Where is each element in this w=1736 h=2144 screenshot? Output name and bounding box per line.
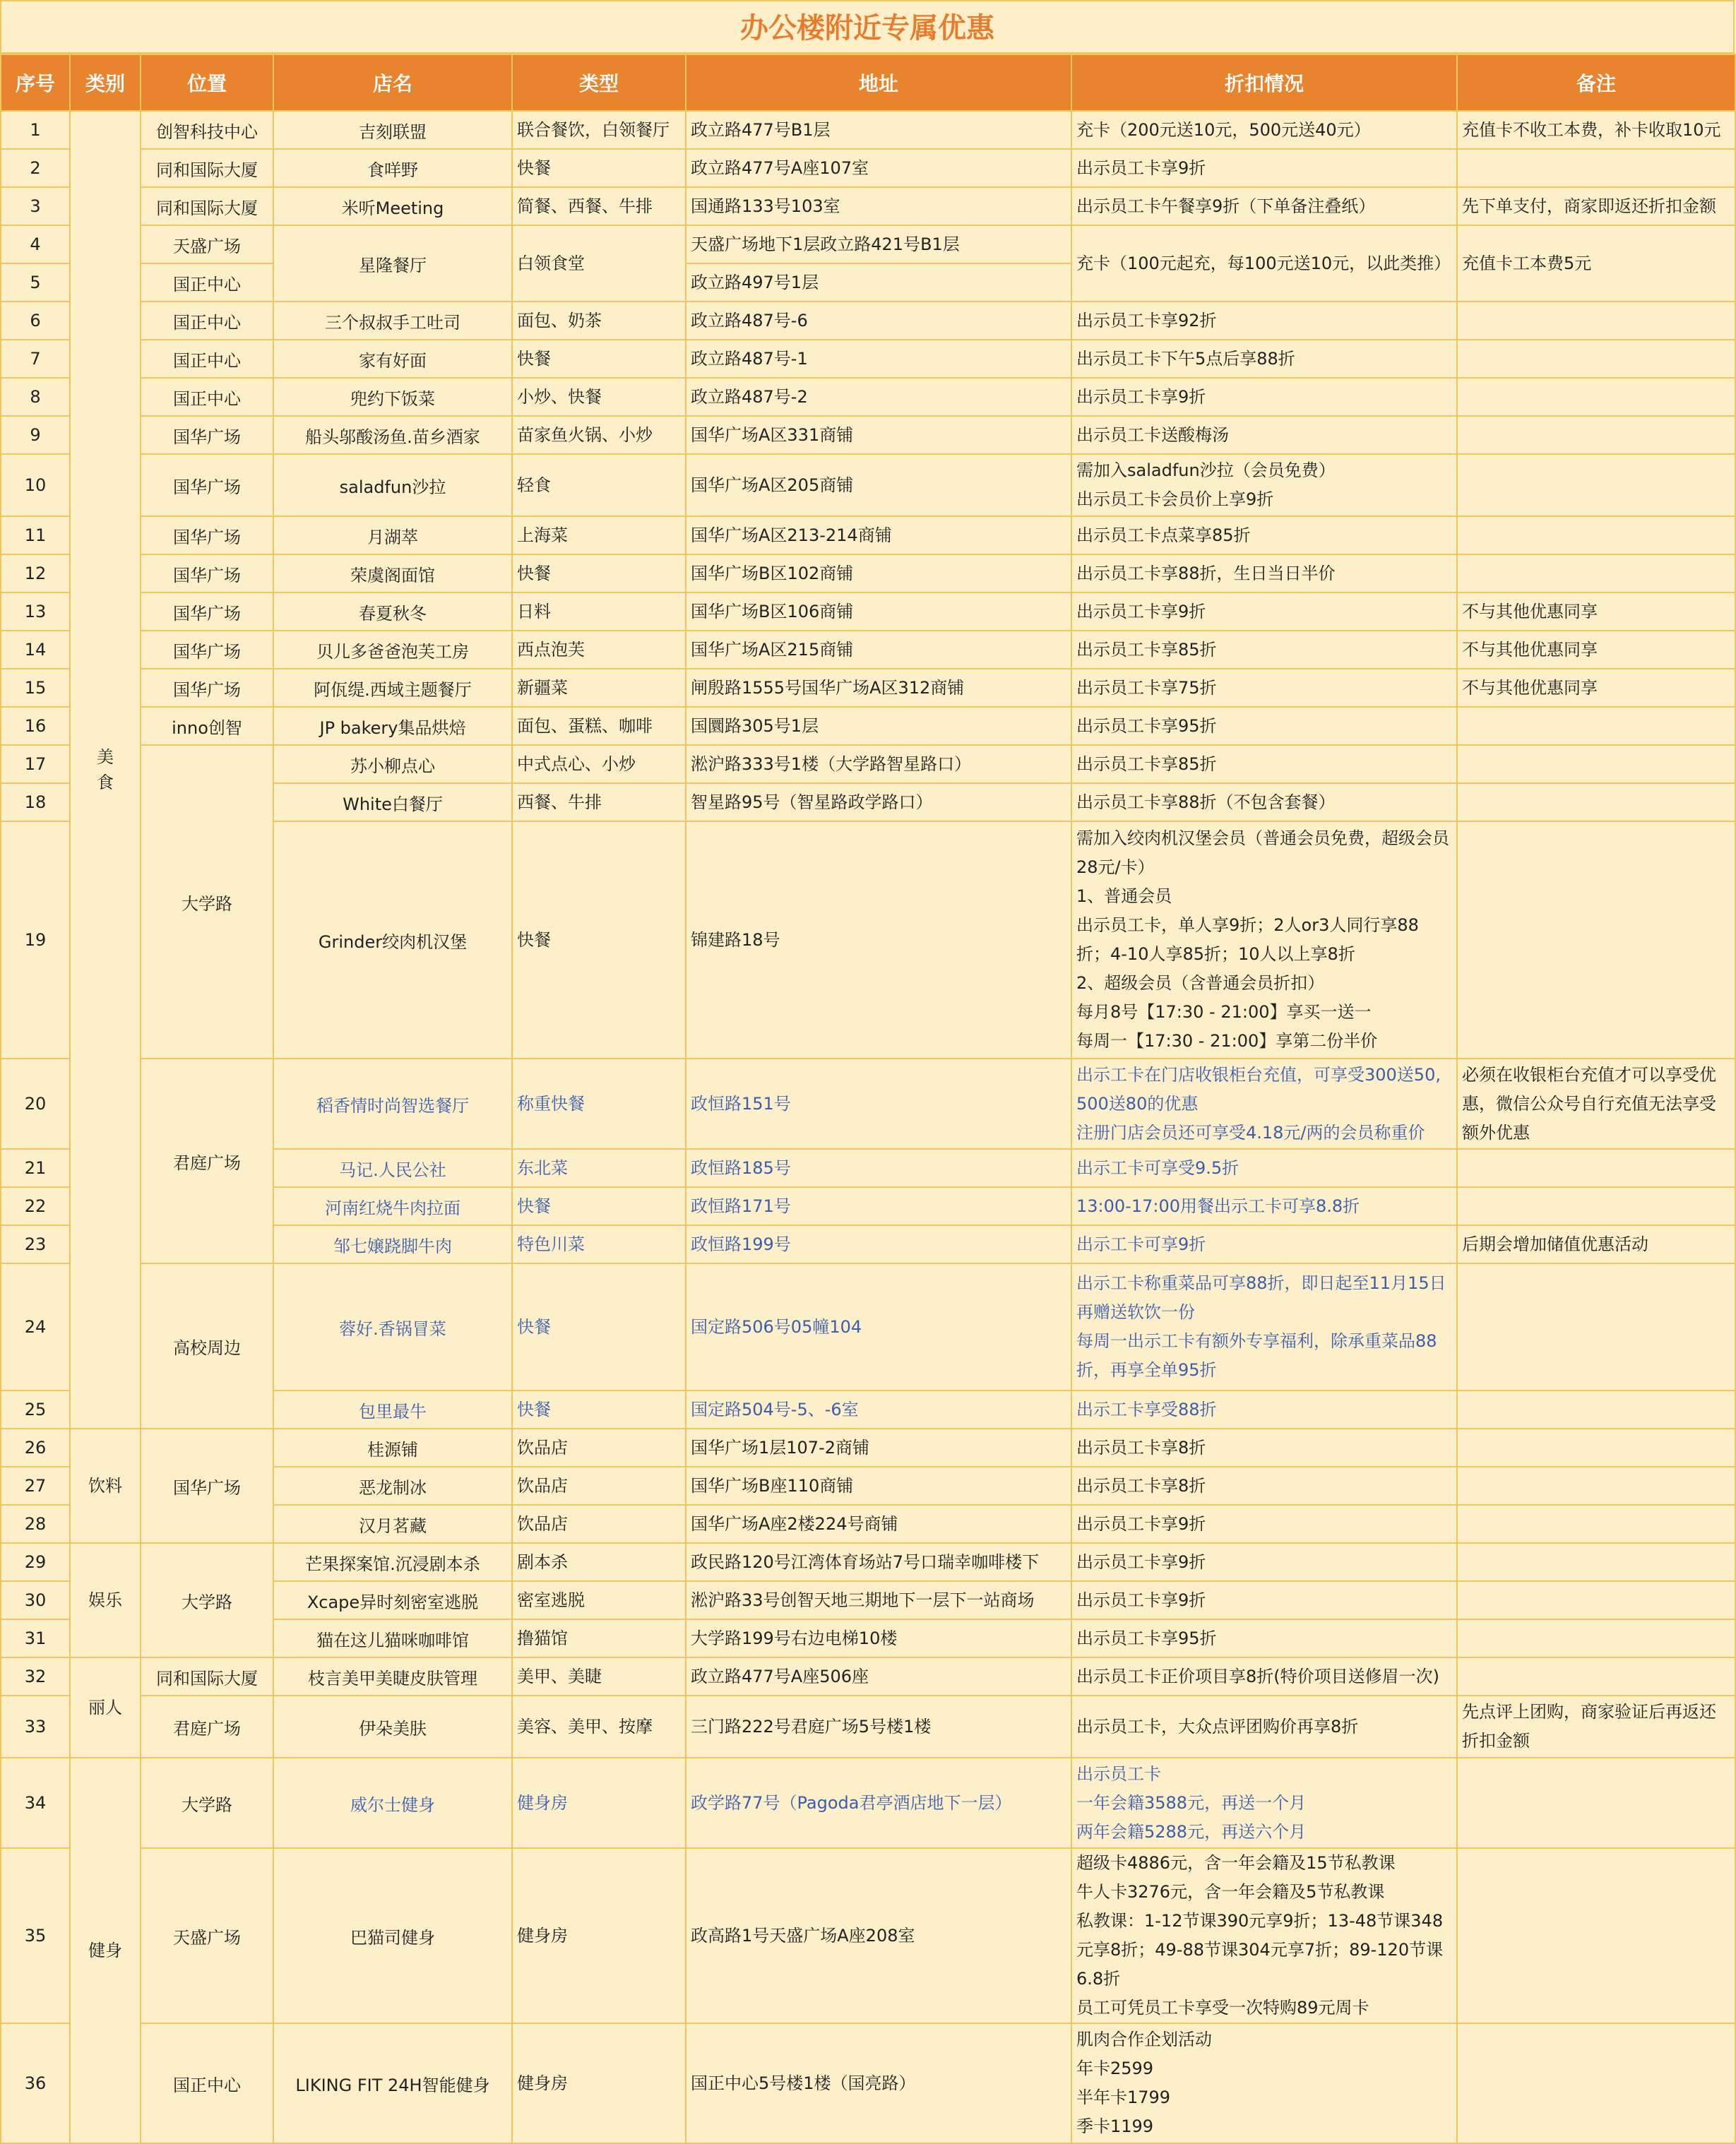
row-number: 29 bbox=[1, 1543, 70, 1581]
table-row bbox=[1, 302, 1735, 340]
row-number: 33 bbox=[1, 1696, 70, 1758]
store-name-cell: 稻香情时尚智选餐厅 bbox=[273, 1059, 512, 1149]
address-cell: 政恒路185号 bbox=[686, 1149, 1071, 1187]
address-cell: 淞沪路33号创智天地三期地下一层下一站商场 bbox=[686, 1581, 1071, 1619]
row-number: 2 bbox=[1, 149, 70, 187]
store-name-cell: 猫在这儿猫咪咖啡馆 bbox=[273, 1619, 512, 1657]
address-cell: 淞沪路333号1楼（大学路智星路口） bbox=[686, 745, 1071, 783]
discount-cell: 出示员工卡享92折 bbox=[1071, 302, 1457, 340]
discount-cell: 出示工卡可享9折 bbox=[1071, 1225, 1457, 1263]
store-name-cell: 阿佤缇.西域主题餐厅 bbox=[273, 669, 512, 707]
row-number: 7 bbox=[1, 340, 70, 378]
row-number: 4 bbox=[1, 225, 70, 263]
note-cell bbox=[1457, 2023, 1735, 2143]
table-row bbox=[1, 149, 1735, 187]
row-number: 15 bbox=[1, 669, 70, 707]
type-cell: 联合餐饮，白领餐厅 bbox=[512, 111, 686, 149]
note-cell bbox=[1457, 149, 1735, 187]
store-name-cell: White白餐厅 bbox=[273, 783, 512, 821]
location-cell: 国正中心 bbox=[141, 302, 273, 340]
row-number: 18 bbox=[1, 783, 70, 821]
store-name-cell: 伊朵美肤 bbox=[273, 1696, 512, 1758]
discount-cell: 出示员工卡享95折 bbox=[1071, 707, 1457, 745]
address-cell: 政恒路151号 bbox=[686, 1059, 1071, 1149]
address-cell: 国华广场A区213-214商铺 bbox=[686, 516, 1071, 554]
discount-cell: 出示工卡称重菜品可享88折，即日起至11月15日再赠送软饮一份 每周一出示工卡有额外专享福利，除承重菜品88折，再享全单95折 bbox=[1071, 1263, 1457, 1390]
row-number: 10 bbox=[1, 454, 70, 516]
note-cell bbox=[1457, 1758, 1735, 1848]
note-cell: 不与其他优惠同享 bbox=[1457, 592, 1735, 631]
column-header: 地址 bbox=[686, 54, 1071, 111]
row-number: 34 bbox=[1, 1758, 70, 1848]
location-cell: 大学路 bbox=[141, 745, 273, 1059]
type-cell: 小炒、快餐 bbox=[512, 378, 686, 416]
category-cell: 美 食 bbox=[70, 111, 141, 1429]
discount-cell: 出示员工卡享9折 bbox=[1071, 592, 1457, 631]
table-row bbox=[1, 1263, 1735, 1390]
store-name-cell: 邹七嬢跷脚牛肉 bbox=[273, 1225, 512, 1263]
type-cell: 快餐 bbox=[512, 340, 686, 378]
discount-cell: 需加入saladfun沙拉（会员免费） 出示员工卡会员价上享9折 bbox=[1071, 454, 1457, 516]
store-name-cell: 河南红烧牛肉拉面 bbox=[273, 1187, 512, 1225]
row-number: 3 bbox=[1, 187, 70, 225]
store-name-cell: 马记.人民公社 bbox=[273, 1149, 512, 1187]
note-cell bbox=[1457, 1581, 1735, 1619]
discount-table bbox=[0, 54, 1736, 2144]
location-cell: 国华广场 bbox=[141, 554, 273, 592]
type-cell: 新疆菜 bbox=[512, 669, 686, 707]
discount-cell: 出示员工卡享9折 bbox=[1071, 1581, 1457, 1619]
location-cell: 国华广场 bbox=[141, 516, 273, 554]
table-row bbox=[1, 416, 1735, 454]
note-cell bbox=[1457, 821, 1735, 1059]
store-name-cell: 苏小柳点心 bbox=[273, 745, 512, 783]
store-name-cell: Xcape异时刻密室逃脱 bbox=[273, 1581, 512, 1619]
row-number: 23 bbox=[1, 1225, 70, 1263]
address-cell: 政恒路171号 bbox=[686, 1187, 1071, 1225]
row-number: 30 bbox=[1, 1581, 70, 1619]
row-number: 20 bbox=[1, 1059, 70, 1149]
discount-cell: 出示员工卡享8折 bbox=[1071, 1429, 1457, 1467]
address-cell: 国华广场A区331商铺 bbox=[686, 416, 1071, 454]
discount-cell: 出示工卡享受88折 bbox=[1071, 1390, 1457, 1429]
row-number: 16 bbox=[1, 707, 70, 745]
type-cell: 日料 bbox=[512, 592, 686, 631]
row-number: 8 bbox=[1, 378, 70, 416]
category-cell: 娱乐 bbox=[70, 1543, 141, 1657]
address-cell: 闸殷路1555号国华广场A区312商铺 bbox=[686, 669, 1071, 707]
store-name-cell: 枝言美甲美睫皮肤管理 bbox=[273, 1657, 512, 1696]
address-cell: 政立路487号-6 bbox=[686, 302, 1071, 340]
table-row bbox=[1, 745, 1735, 783]
row-number: 12 bbox=[1, 554, 70, 592]
note-cell bbox=[1457, 1467, 1735, 1505]
store-name-cell: 汉月茗藏 bbox=[273, 1505, 512, 1543]
column-header: 类型 bbox=[512, 54, 686, 111]
table-row bbox=[1, 454, 1735, 516]
row-number: 19 bbox=[1, 821, 70, 1059]
type-cell: 快餐 bbox=[512, 1263, 686, 1390]
address-cell: 国华广场1层107-2商铺 bbox=[686, 1429, 1071, 1467]
table-row bbox=[1, 554, 1735, 592]
type-cell: 快餐 bbox=[512, 149, 686, 187]
store-name-cell: 星隆餐厅 bbox=[273, 225, 512, 302]
row-number: 26 bbox=[1, 1429, 70, 1467]
location-cell: 大学路 bbox=[141, 1543, 273, 1657]
category-cell: 丽人 bbox=[70, 1657, 141, 1758]
store-name-cell: Grinder绞肉机汉堡 bbox=[273, 821, 512, 1059]
row-number: 17 bbox=[1, 745, 70, 783]
discount-cell: 13:00-17:00用餐出示工卡可享8.8折 bbox=[1071, 1187, 1457, 1225]
discount-cell: 出示员工卡享75折 bbox=[1071, 669, 1457, 707]
type-cell: 快餐 bbox=[512, 1390, 686, 1429]
type-cell: 撸猫馆 bbox=[512, 1619, 686, 1657]
row-number: 6 bbox=[1, 302, 70, 340]
discount-cell: 充卡（100元起充，每100元送10元，以此类推） bbox=[1071, 225, 1457, 302]
store-name-cell: 包里最牛 bbox=[273, 1390, 512, 1429]
location-cell: 国正中心 bbox=[141, 263, 273, 302]
discount-cell: 出示工卡在门店收银柜台充值，可享受300送50, 500送80的优惠 注册门店会员还可享受4.18元/两的会员称重价 bbox=[1071, 1059, 1457, 1149]
address-cell: 政高路1号天盛广场A座208室 bbox=[686, 1848, 1071, 2023]
table-row bbox=[1, 516, 1735, 554]
address-cell: 政立路497号1层 bbox=[686, 263, 1071, 302]
type-cell: 称重快餐 bbox=[512, 1059, 686, 1149]
address-cell: 政立路487号-1 bbox=[686, 340, 1071, 378]
store-name-cell: 兜约下饭菜 bbox=[273, 378, 512, 416]
note-cell bbox=[1457, 1263, 1735, 1390]
note-cell bbox=[1457, 302, 1735, 340]
address-cell: 国华广场A座2楼224号商铺 bbox=[686, 1505, 1071, 1543]
discount-cell: 出示员工卡享85折 bbox=[1071, 631, 1457, 669]
location-cell: 国正中心 bbox=[141, 378, 273, 416]
category-cell: 饮料 bbox=[70, 1429, 141, 1543]
address-cell: 国通路133号103室 bbox=[686, 187, 1071, 225]
type-cell: 健身房 bbox=[512, 1848, 686, 2023]
table-row bbox=[1, 225, 1735, 263]
table-row bbox=[1, 187, 1735, 225]
location-cell: 国华广场 bbox=[141, 631, 273, 669]
table-row bbox=[1, 631, 1735, 669]
discount-cell: 出示员工卡正价项目享8折(特价项目送修眉一次) bbox=[1071, 1657, 1457, 1696]
row-number: 35 bbox=[1, 1848, 70, 2023]
type-cell: 健身房 bbox=[512, 2023, 686, 2143]
row-number: 13 bbox=[1, 592, 70, 631]
type-cell: 上海菜 bbox=[512, 516, 686, 554]
location-cell: 天盛广场 bbox=[141, 225, 273, 263]
type-cell: 美容、美甲、按摩 bbox=[512, 1696, 686, 1758]
location-cell: 君庭广场 bbox=[141, 1059, 273, 1263]
discount-cell: 肌肉合作企划活动 年卡2599 半年卡1799 季卡1199 bbox=[1071, 2023, 1457, 2143]
note-cell bbox=[1457, 1390, 1735, 1429]
sheet-title: 办公楼附近专属优惠 bbox=[0, 0, 1735, 54]
table-row bbox=[1, 707, 1735, 745]
location-cell: 国华广场 bbox=[141, 416, 273, 454]
table-row bbox=[1, 1848, 1735, 2023]
address-cell: 政立路477号B1层 bbox=[686, 111, 1071, 149]
note-cell bbox=[1457, 454, 1735, 516]
row-number: 24 bbox=[1, 1263, 70, 1390]
discount-cell: 出示员工卡享9折 bbox=[1071, 149, 1457, 187]
row-number: 28 bbox=[1, 1505, 70, 1543]
type-cell: 密室逃脱 bbox=[512, 1581, 686, 1619]
type-cell: 饮品店 bbox=[512, 1467, 686, 1505]
discount-cell: 出示员工卡享88折（不包含套餐） bbox=[1071, 783, 1457, 821]
type-cell: 美甲、美睫 bbox=[512, 1657, 686, 1696]
category-cell: 健身 bbox=[70, 1758, 141, 2143]
discount-cell: 出示员工卡享85折 bbox=[1071, 745, 1457, 783]
table-row bbox=[1, 669, 1735, 707]
note-cell: 充值卡不收工本费，补卡收取10元 bbox=[1457, 111, 1735, 149]
discount-cell: 超级卡4886元，含一年会籍及15节私教课 牛人卡3276元，含一年会籍及5节私教课 私教课：1-12节课390元享9折；13-48节课348元享8折；49-88节课304元享7折；89-120节课6.8折 员工可凭员工卡享受一次特购89元周卡 bbox=[1071, 1848, 1457, 2023]
store-name-cell: 荣虞阁面馆 bbox=[273, 554, 512, 592]
note-cell bbox=[1457, 1187, 1735, 1225]
discount-cell: 出示员工卡享95折 bbox=[1071, 1619, 1457, 1657]
note-cell bbox=[1457, 1619, 1735, 1657]
table-row bbox=[1, 340, 1735, 378]
store-name-cell: 桂源铺 bbox=[273, 1429, 512, 1467]
location-cell: inno创智 bbox=[141, 707, 273, 745]
store-name-cell: 威尔士健身 bbox=[273, 1758, 512, 1848]
discount-cell: 出示员工卡点菜享85折 bbox=[1071, 516, 1457, 554]
table-body bbox=[1, 111, 1735, 2143]
type-cell: 面包、蛋糕、咖啡 bbox=[512, 707, 686, 745]
row-number: 5 bbox=[1, 263, 70, 302]
address-cell: 国华广场B座110商铺 bbox=[686, 1467, 1071, 1505]
address-cell: 国圜路305号1层 bbox=[686, 707, 1071, 745]
table-row bbox=[1, 1758, 1735, 1848]
note-cell bbox=[1457, 745, 1735, 783]
table-row bbox=[1, 592, 1735, 631]
note-cell bbox=[1457, 1505, 1735, 1543]
table-row bbox=[1, 2023, 1735, 2143]
location-cell: 国华广场 bbox=[141, 592, 273, 631]
address-cell: 三门路222号君庭广场5号楼1楼 bbox=[686, 1696, 1071, 1758]
note-cell bbox=[1457, 1543, 1735, 1581]
address-cell: 大学路199号右边电梯10楼 bbox=[686, 1619, 1071, 1657]
discount-cell: 出示员工卡送酸梅汤 bbox=[1071, 416, 1457, 454]
store-name-cell: JP bakery集品烘焙 bbox=[273, 707, 512, 745]
location-cell: 同和国际大厦 bbox=[141, 149, 273, 187]
type-cell: 饮品店 bbox=[512, 1429, 686, 1467]
note-cell bbox=[1457, 1429, 1735, 1467]
address-cell: 政立路487号-2 bbox=[686, 378, 1071, 416]
location-cell: 国华广场 bbox=[141, 454, 273, 516]
address-cell: 天盛广场地下1层政立路421号B1层 bbox=[686, 225, 1071, 263]
store-name-cell: 米听Meeting bbox=[273, 187, 512, 225]
column-header: 类别 bbox=[70, 54, 141, 111]
row-number: 9 bbox=[1, 416, 70, 454]
store-name-cell: 蓉好.香锅冒菜 bbox=[273, 1263, 512, 1390]
type-cell: 面包、奶茶 bbox=[512, 302, 686, 340]
address-cell: 国华广场A区215商铺 bbox=[686, 631, 1071, 669]
address-cell: 政立路477号A座107室 bbox=[686, 149, 1071, 187]
note-cell bbox=[1457, 1657, 1735, 1696]
discount-cell: 出示员工卡享9折 bbox=[1071, 1543, 1457, 1581]
address-cell: 国定路506号05幢104 bbox=[686, 1263, 1071, 1390]
table-row bbox=[1, 1429, 1735, 1467]
column-header: 折扣情况 bbox=[1071, 54, 1457, 111]
note-cell: 先点评上团购，商家验证后再返还折扣金额 bbox=[1457, 1696, 1735, 1758]
address-cell: 政立路477号A座506座 bbox=[686, 1657, 1071, 1696]
type-cell: 快餐 bbox=[512, 821, 686, 1059]
address-cell: 国华广场B区106商铺 bbox=[686, 592, 1071, 631]
location-cell: 高校周边 bbox=[141, 1263, 273, 1429]
address-cell: 锦建路18号 bbox=[686, 821, 1071, 1059]
location-cell: 创智科技中心 bbox=[141, 111, 273, 149]
address-cell: 国正中心5号楼1楼（国亮路） bbox=[686, 2023, 1071, 2143]
type-cell: 西餐、牛排 bbox=[512, 783, 686, 821]
location-cell: 君庭广场 bbox=[141, 1696, 273, 1758]
store-name-cell: 吉刻联盟 bbox=[273, 111, 512, 149]
type-cell: 轻食 bbox=[512, 454, 686, 516]
address-cell: 国华广场B区102商铺 bbox=[686, 554, 1071, 592]
store-name-cell: LIKING FIT 24H智能健身 bbox=[273, 2023, 512, 2143]
type-cell: 饮品店 bbox=[512, 1505, 686, 1543]
type-cell: 白领食堂 bbox=[512, 225, 686, 302]
column-header: 备注 bbox=[1457, 54, 1735, 111]
location-cell: 大学路 bbox=[141, 1758, 273, 1848]
location-cell: 国华广场 bbox=[141, 1429, 273, 1543]
row-number: 25 bbox=[1, 1390, 70, 1429]
note-cell: 后期会增加储值优惠活动 bbox=[1457, 1225, 1735, 1263]
address-cell: 智星路95号（智星路政学路口） bbox=[686, 783, 1071, 821]
note-cell bbox=[1457, 340, 1735, 378]
discount-cell: 需加入绞肉机汉堡会员（普通会员免费，超级会员28元/卡） 1、普通会员 出示员工卡，单人享9折；2人or3人同行享88折；4-10人享85折；10人以上享8折 2、超级会员（含普通会员折扣） 每月8号【17:30 - 21:00】享买一送一 每周一【17:30 - 21:00】享第二份半价 bbox=[1071, 821, 1457, 1059]
column-header: 店名 bbox=[273, 54, 512, 111]
location-cell: 同和国际大厦 bbox=[141, 1657, 273, 1696]
store-name-cell: 家有好面 bbox=[273, 340, 512, 378]
address-cell: 政民路120号江湾体育场站7号口瑞幸咖啡楼下 bbox=[686, 1543, 1071, 1581]
store-name-cell: saladfun沙拉 bbox=[273, 454, 512, 516]
type-cell: 剧本杀 bbox=[512, 1543, 686, 1581]
row-number: 32 bbox=[1, 1657, 70, 1696]
discount-cell: 出示工卡可享受9.5折 bbox=[1071, 1149, 1457, 1187]
type-cell: 快餐 bbox=[512, 1187, 686, 1225]
discount-cell: 出示员工卡，大众点评团购价再享8折 bbox=[1071, 1696, 1457, 1758]
store-name-cell: 恶龙制冰 bbox=[273, 1467, 512, 1505]
store-name-cell: 月湖萃 bbox=[273, 516, 512, 554]
note-cell bbox=[1457, 416, 1735, 454]
row-number: 22 bbox=[1, 1187, 70, 1225]
table-row bbox=[1, 1657, 1735, 1696]
note-cell: 充值卡工本费5元 bbox=[1457, 225, 1735, 302]
note-cell bbox=[1457, 1848, 1735, 2023]
address-cell: 国华广场A区205商铺 bbox=[686, 454, 1071, 516]
note-cell: 不与其他优惠同享 bbox=[1457, 669, 1735, 707]
type-cell: 东北菜 bbox=[512, 1149, 686, 1187]
location-cell: 天盛广场 bbox=[141, 1848, 273, 2023]
discount-cell: 出示员工卡享9折 bbox=[1071, 378, 1457, 416]
table-row bbox=[1, 111, 1735, 149]
store-name-cell: 贝儿多爸爸泡芙工房 bbox=[273, 631, 512, 669]
discount-cell: 出示员工卡享8折 bbox=[1071, 1467, 1457, 1505]
store-name-cell: 芒果探案馆.沉浸剧本杀 bbox=[273, 1543, 512, 1581]
location-cell: 国华广场 bbox=[141, 669, 273, 707]
row-number: 27 bbox=[1, 1467, 70, 1505]
note-cell bbox=[1457, 707, 1735, 745]
location-cell: 国正中心 bbox=[141, 340, 273, 378]
type-cell: 苗家鱼火锅、小炒 bbox=[512, 416, 686, 454]
note-cell: 不与其他优惠同享 bbox=[1457, 631, 1735, 669]
table-row bbox=[1, 1059, 1735, 1149]
discount-cell: 出示员工卡下午5点后享88折 bbox=[1071, 340, 1457, 378]
location-cell: 同和国际大厦 bbox=[141, 187, 273, 225]
discount-cell: 出示员工卡 一年会籍3588元，再送一个月 两年会籍5288元，再送六个月 bbox=[1071, 1758, 1457, 1848]
discount-cell: 充卡（200元送10元，500元送40元） bbox=[1071, 111, 1457, 149]
discount-cell: 出示员工卡午餐享9折（下单备注叠纸） bbox=[1071, 187, 1457, 225]
row-number: 14 bbox=[1, 631, 70, 669]
store-name-cell: 春夏秋冬 bbox=[273, 592, 512, 631]
row-number: 1 bbox=[1, 111, 70, 149]
type-cell: 特色川菜 bbox=[512, 1225, 686, 1263]
discount-cell: 出示员工卡享88折，生日当日半价 bbox=[1071, 554, 1457, 592]
note-cell bbox=[1457, 783, 1735, 821]
column-header: 位置 bbox=[141, 54, 273, 111]
table-row bbox=[1, 378, 1735, 416]
note-cell bbox=[1457, 554, 1735, 592]
store-name-cell: 巴猫司健身 bbox=[273, 1848, 512, 2023]
table-row bbox=[1, 1696, 1735, 1758]
location-cell: 国正中心 bbox=[141, 2023, 273, 2143]
store-name-cell: 三个叔叔手工吐司 bbox=[273, 302, 512, 340]
row-number: 11 bbox=[1, 516, 70, 554]
note-cell: 必须在收银柜台充值才可以享受优惠，微信公众号自行充值无法享受额外优惠 bbox=[1457, 1059, 1735, 1149]
row-number: 31 bbox=[1, 1619, 70, 1657]
row-number: 36 bbox=[1, 2023, 70, 2143]
header-row bbox=[1, 54, 1735, 111]
store-name-cell: 食咩野 bbox=[273, 149, 512, 187]
address-cell: 国定路504号-5、-6室 bbox=[686, 1390, 1071, 1429]
discount-cell: 出示员工卡享9折 bbox=[1071, 1505, 1457, 1543]
type-cell: 健身房 bbox=[512, 1758, 686, 1848]
type-cell: 简餐、西餐、牛排 bbox=[512, 187, 686, 225]
address-cell: 政恒路199号 bbox=[686, 1225, 1071, 1263]
note-cell bbox=[1457, 378, 1735, 416]
type-cell: 快餐 bbox=[512, 554, 686, 592]
address-cell: 政学路77号（Pagoda君亭酒店地下一层） bbox=[686, 1758, 1071, 1848]
table-row bbox=[1, 1543, 1735, 1581]
type-cell: 西点泡芙 bbox=[512, 631, 686, 669]
column-header: 序号 bbox=[1, 54, 70, 111]
note-cell bbox=[1457, 516, 1735, 554]
store-name-cell: 船头邬酸汤鱼.苗乡酒家 bbox=[273, 416, 512, 454]
note-cell bbox=[1457, 1149, 1735, 1187]
type-cell: 中式点心、小炒 bbox=[512, 745, 686, 783]
row-number: 21 bbox=[1, 1149, 70, 1187]
note-cell: 先下单支付，商家即返还折扣金额 bbox=[1457, 187, 1735, 225]
